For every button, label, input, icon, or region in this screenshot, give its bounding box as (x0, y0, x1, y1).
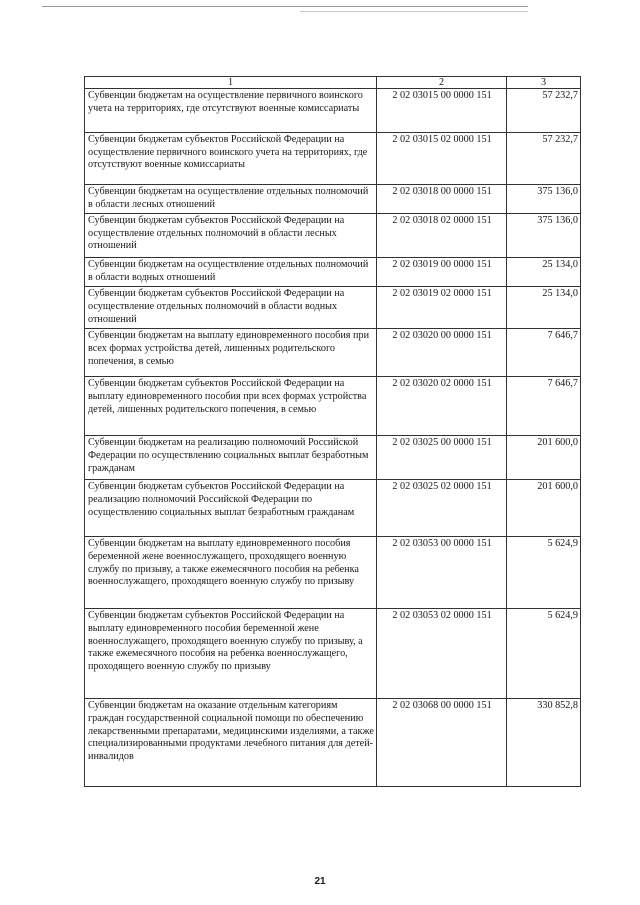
row-code: 2 02 03018 00 0000 151 (377, 185, 507, 214)
column-header-1: 1 (85, 77, 377, 89)
row-name: Субвенции бюджетам субъектов Российской Федерации на осуществление отдельных полномочий в области лесных отношений (85, 214, 377, 258)
table-row (85, 329, 581, 377)
column-header-2: 2 (377, 77, 507, 89)
table-row (85, 258, 581, 287)
row-name: Субвенции бюджетам субъектов Российской Федерации на осуществление первичного воинского учета на территориях, где отсутствуют военные комиссариаты (85, 133, 377, 185)
row-amount: 375 136,0 (507, 214, 581, 258)
row-amount: 57 232,7 (507, 133, 581, 185)
row-name: Субвенции бюджетам субъектов Российской Федерации на реализацию полномочий Российской Федерации по осуществлению социальных выплат безработным гражданам (85, 480, 377, 537)
row-amount: 330 852,8 (507, 699, 581, 787)
row-amount: 375 136,0 (507, 185, 581, 214)
row-code: 2 02 03019 02 0000 151 (377, 287, 507, 329)
row-name: Субвенции бюджетам на оказание отдельным категориям граждан государственной социальной помощи по обеспечению лекарственными препаратами, медицинскими изделиями, а также специализированными продуктами лечебного питания для детей-инвалидов (85, 699, 377, 787)
row-amount: 25 134,0 (507, 287, 581, 329)
row-amount: 201 600,0 (507, 480, 581, 537)
table-row (85, 287, 581, 329)
table-row (85, 537, 581, 609)
row-amount: 57 232,7 (507, 89, 581, 133)
row-name: Субвенции бюджетам на выплату единовременного пособия при всех формах устройства детей, лишенных родительского попечения, в семью (85, 329, 377, 377)
row-name: Субвенции бюджетам субъектов Российской Федерации на выплату единовременного пособия при всех формах устройства детей, лишенных родительского попечения, в семью (85, 377, 377, 436)
row-amount: 5 624,9 (507, 609, 581, 699)
column-header-3: 3 (507, 77, 581, 89)
top-rule (42, 6, 528, 7)
row-name: Субвенции бюджетам субъектов Российской Федерации на осуществление отдельных полномочий в области водных отношений (85, 287, 377, 329)
table-row (85, 609, 581, 699)
row-code: 2 02 03020 00 0000 151 (377, 329, 507, 377)
row-code: 2 02 03015 02 0000 151 (377, 133, 507, 185)
header-row (85, 77, 581, 89)
row-name: Субвенции бюджетам на реализацию полномочий Российской Федерации по осуществлению социальных выплат безработным гражданам (85, 436, 377, 480)
table-row (85, 133, 581, 185)
row-code: 2 02 03053 02 0000 151 (377, 609, 507, 699)
row-code: 2 02 03015 00 0000 151 (377, 89, 507, 133)
row-name: Субвенции бюджетам на осуществление первичного воинского учета на территориях, где отсутствуют военные комиссариаты (85, 89, 377, 133)
row-name: Субвенции бюджетам на осуществление отдельных полномочий в области водных отношений (85, 258, 377, 287)
row-code: 2 02 03025 02 0000 151 (377, 480, 507, 537)
row-name: Субвенции бюджетам на выплату единовременного пособия беременной жене военнослужащего, проходящего военную службу по призыву, а также ежемесячного пособия на ребенка военнослужащего, проходящего военную службу по призыву (85, 537, 377, 609)
table-row (85, 214, 581, 258)
budget-table (84, 76, 581, 787)
row-code: 2 02 03053 00 0000 151 (377, 537, 507, 609)
row-code: 2 02 03025 00 0000 151 (377, 436, 507, 480)
row-code: 2 02 03068 00 0000 151 (377, 699, 507, 787)
row-code: 2 02 03018 02 0000 151 (377, 214, 507, 258)
row-name: Субвенции бюджетам субъектов Российской Федерации на выплату единовременного пособия беременной жене военнослужащего, проходящего военную службу по призыву, а также ежемесячного пособия на ребенка военнослужащего, проходящего военную службу по призыву (85, 609, 377, 699)
table-row (85, 436, 581, 480)
table-row (85, 699, 581, 787)
table-row (85, 89, 581, 133)
row-amount: 7 646,7 (507, 329, 581, 377)
row-amount: 7 646,7 (507, 377, 581, 436)
row-name: Субвенции бюджетам на осуществление отдельных полномочий в области лесных отношений (85, 185, 377, 214)
row-code: 2 02 03020 02 0000 151 (377, 377, 507, 436)
row-amount: 201 600,0 (507, 436, 581, 480)
page-number: 21 (314, 876, 326, 887)
table-row (85, 377, 581, 436)
row-code: 2 02 03019 00 0000 151 (377, 258, 507, 287)
row-amount: 25 134,0 (507, 258, 581, 287)
row-amount: 5 624,9 (507, 537, 581, 609)
table-row (85, 185, 581, 214)
table-row (85, 480, 581, 537)
top-rule-secondary (300, 11, 528, 12)
